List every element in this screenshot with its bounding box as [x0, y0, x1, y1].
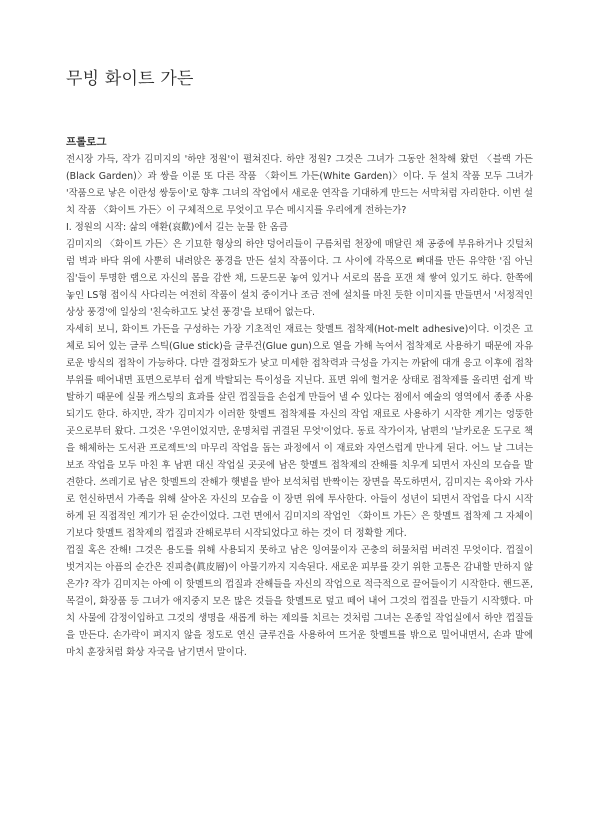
prologue-paragraph: 전시장 가득, 작가 김미지의 '하얀 정원'이 펼쳐진다. 하얀 정원? 그것은 그녀가 그동안 천착해 왔던 〈블랙 가든(Black Garden)〉과 쌍을 이룬 또 다른 작품 〈화이트 가든(White Garden)〉이다. 두 설치 작품 모두 그녀가 '작품으로 낳은 이란성 쌍둥이'로 향후 그녀의 작업에서 새로운 연작을 기대하게 만드는 서막처럼 자리한다. 이번 설치 작품 〈화이트 가든〉이 구체적으로 무엇이고 무슨 메시지를 우리에게 전하는가? [66, 154, 533, 216]
body-paragraph-3: 껍질 혹은 잔해! 그것은 용도를 위해 사용되지 못하고 남은 잉여물이자 곤충의 허물처럼 버려진 무엇이다. 껍질이 벗겨지는 아픔의 순간은 진피층(眞皮層)이 아물기까지 지속된다. 새로운 피부를 갖기 위한 고통은 감내할 만하지 않은가? 작가 김미지는 아예 이 핫멜트의 껍질과 잔해들을 자신의 작업으로 적극적으로 끌어들이기 시작한다. 핸드폰, 목걸이, 화장품 등 그녀가 애지중지 모은 많은 것들을 핫멜트로 덮고 떼어 내어 그것의 껍질을 만들기 시작했다. 마치 사물에 감정이입하고 그것의 생명을 새롭게 하는 제의를 치르는 것처럼 그녀는 온종일 작업실에서 하얀 껍질들을 만든다. 손가락이 펴지지 않을 정도로 연신 글루건을 사용하여 뜨거운 핫멜트를 밖으로 밀어내면서, 손과 발에 마치 훈장처럼 화상 자국을 남기면서 말이다. [66, 545, 533, 658]
document-title: 무빙 화이트 가든 [66, 69, 194, 89]
section-heading-prologue: 프롤로그 [66, 136, 107, 148]
body-paragraph-1: 김미지의 〈화이트 가든〉은 기묘한 형상의 하얀 덩어리들이 구름처럼 천장에 매달린 채 공중에 부유하거나 깃털처럼 벽과 바닥 위에 사뿐히 내려앉은 풍경을 만든 설치 작품이다. 그 사이에 각목으로 뼈대를 만든 유약한 '집 아닌 집'들이 투명한 랩으로 자신의 몸을 감싼 채, 드문드문 놓여 있거나 서로의 몸을 포갠 채 쌓여 있기도 하다. 한쪽에 놓인 LS형 접이식 사다리는 여전히 작품이 설치 중이거나 조금 전에 설치를 마친 듯한 이미지를 만들면서 '서정적인 상상 풍경'에 일상의 '친숙하고도 낯선 풍경'을 보태어 없는다. [66, 239, 533, 318]
subheading-garden-start: I. 정원의 시작: 삶의 애환(哀歡)에서 길는 눈물 한 옴큼 [66, 222, 288, 233]
body-paragraph-2: 자세히 보니, 화이트 가든을 구성하는 가장 기초적인 재료는 핫멜트 접착제(Hot-melt adhesive)이다. 이것은 고체로 되어 있는 글루 스틱(Glue stick)을 글루건(Glue gun)으로 열을 가해 녹여서 접착제로 사용하기 때문에 자유로운 방식의 접착이 가능하다. 다만 결정화도가 낮고 미세한 접착력과 극성을 가지는 까닭에 대개 응고 이후에 접착 부위를 떼어내면 표면으로부터 쉽게 박탈되는 특이성을 지닌다. 표면 위에 헐거운 상태로 접착제를 올리면 쉽게 박탈하기 때문에 실물 캐스팅의 효과를 살린 껍질들을 손쉽게 만들어 낼 수 있다는 점에서 예술의 영역에서 종종 사용되기도 한다. 하지만, 작가 김미지가 이러한 핫멜트 접착제를 자신의 작업 재료로 사용하기 시작한 계기는 엉뚱한 곳으로부터 왔다. 그것은 '우연이었지만, 운명처럼 귀결된 무엇'이었다. 동료 작가이자, 남편의 '날카로운 도구로 책을 해체하는 도서관 프로젝트'의 마무리 작업을 돕는 과정에서 이 재료와 자연스럽게 만나게 된다. 어느 날 그녀는 보조 작업을 모두 마친 후 남편 대신 작업실 곳곳에 남은 핫멜트 접착제의 잔해를 치우게 되면서 자신의 모습을 발견한다. 쓰레기로 남은 핫멜트의 잔해가 햇볕을 받아 보석처럼 반짝이는 장면을 목도하면서, 김미지는 육아와 가사로 헌신하면서 가족을 위해 살아온 자신의 모습을 이 장면 위에 투사한다. 아들이 성년이 되면서 작업을 다시 시작하게 된 직접적인 계기가 된 순간이었다. 그런 면에서 김미지의 작업인 〈화이트 가든〉은 핫멜트 접착제 그 자체이기보다 핫멜트 접착제의 껍질과 잔해로부터 시작되었다고 하는 것이 더 정확할 게다. [66, 324, 533, 539]
